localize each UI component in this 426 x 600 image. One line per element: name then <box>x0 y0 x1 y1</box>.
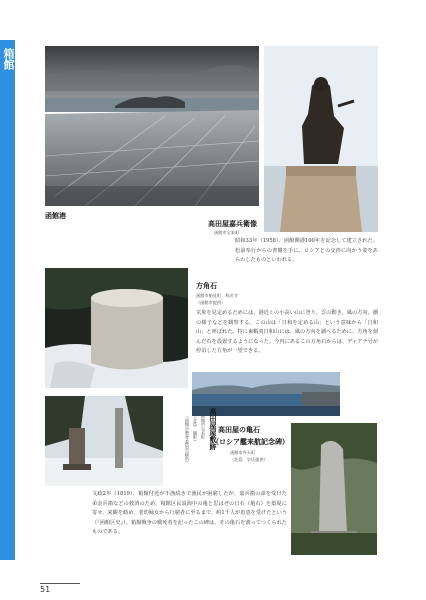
kameishi-credit: （北島 学氏提供） <box>230 457 268 462</box>
monument-caption <box>170 408 218 498</box>
page-number: 51 <box>40 585 51 594</box>
statue-photo <box>264 46 378 232</box>
monument-location: 函館市宝来町 <box>201 414 206 440</box>
section-tab-label: 箱館 <box>2 48 15 70</box>
monument-credit2: （函館市教育委員会提供） <box>185 414 190 465</box>
kameishi-photo <box>291 423 377 555</box>
statue-text: 昭和33年（1958）、函館開港100年を記念して建立された。松前奉行からの書簡を手に、ロシアとの交渉に向かう姿をあらわしたものといわれる。 <box>235 238 378 263</box>
monument-credit: （北島 撮影） <box>193 414 198 444</box>
section-tab <box>0 40 15 560</box>
hogakuseki-credit: （函館市提供） <box>196 300 226 305</box>
hogakuseki-location: 函館市船見町 称名寺 <box>196 293 238 298</box>
hogakuseki-text: 気象を見定めるためには、港近くの小高い山に登り、雲の動き、風の方向、潮の様子などを観察する。この山は「日和を定める山」という意味から「日和山」と呼ばれた。特に東蝦夷日和山には、風の方向を調べるために、方角を刻んだ石を設置するようになった。今内にあるこの方角石からは、ディアナ号が停泊した方角が一望できる。 <box>196 310 378 354</box>
page-rule <box>40 583 80 584</box>
hogakuseki-photo <box>45 268 188 388</box>
statue-title: 高田屋嘉兵衛像 <box>208 219 257 228</box>
harbor-caption: 函館港 <box>45 211 66 220</box>
hogakuseki-title: 方角石 <box>196 281 217 290</box>
kameishi-title: 高田屋の亀石 <box>218 425 260 434</box>
harbor-photo <box>45 46 259 206</box>
monument-photo <box>45 396 163 486</box>
kameishi-location: 函館市弁天町 <box>230 450 256 455</box>
monument-title: 高田屋屋敷跡 <box>209 408 218 450</box>
kameishi-subtitle: （ロシア艦来航記念碑） <box>212 437 289 446</box>
statue-location: 函館市宝来町 <box>214 230 240 235</box>
bottom-text: 文政2年（1819）、箱館付近が不漁続きで漁民が困窮したが、嘉兵衛の命を受けた弟金兵衛などの救済のため、箱館区民設海中の亀と思はぜの日石（亀石）を築堤に寄せ、来観を勧め、老幼婦女から行窮者に至るまで、約1千人が恵恵を受けたという（『函館区史』）。箱館戦争の戦死者を記ったこの碑は、その亀石を割ってつくられたものである。 <box>92 491 287 535</box>
